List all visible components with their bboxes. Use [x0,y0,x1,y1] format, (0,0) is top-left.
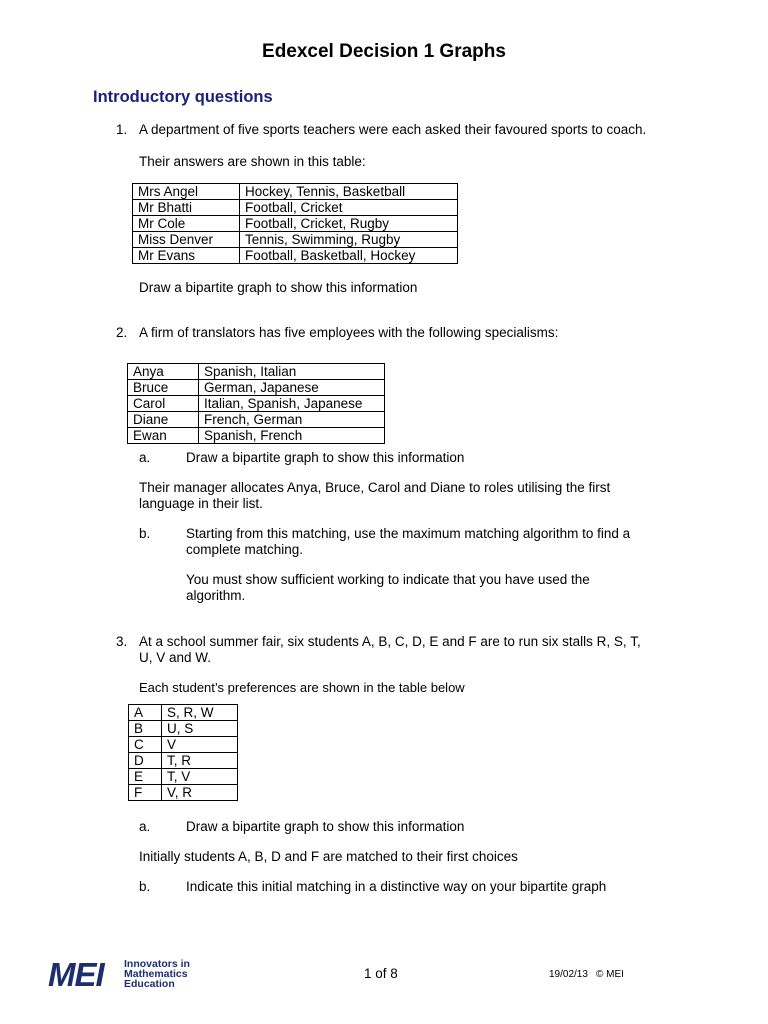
document-title: Edexcel Decision 1 Graphs [262,41,506,62]
logo-line-3: Education [124,978,175,990]
question-2b-label: b. [139,526,151,541]
table-row [128,380,385,396]
question-2a-text: Draw a bipartite graph to show this information [186,450,465,465]
question-2-manager-line-2: language in their list. [139,496,263,511]
table-row [128,396,385,412]
table-cell: Diane [128,412,199,428]
table-cell: Ewan [128,428,199,444]
section-heading: Introductory questions [93,88,273,106]
table-row [129,705,238,721]
table-row [128,364,385,380]
question-2-text: A firm of translators has five employees with the following specialisms: [139,325,559,340]
table-cell: S, R, W [162,705,238,721]
table-row [133,216,458,232]
question-1-intro: Their answers are shown in this table: [139,154,366,169]
table-row [133,232,458,248]
question-3a-text: Draw a bipartite graph to show this information [186,819,465,834]
table-cell: German, Japanese [199,380,385,396]
table-cell: Mr Cole [133,216,240,232]
table-cell: Spanish, French [199,428,385,444]
table-cell: Spanish, Italian [199,364,385,380]
logo-line-2: Mathematics [124,968,188,980]
table-row [129,753,238,769]
preferences-table [128,704,238,801]
question-2b-line-4: algorithm. [186,588,246,603]
mei-logo [48,958,208,992]
table-cell: F [129,785,162,801]
table-cell: V, R [162,785,238,801]
table-cell: Mrs Angel [133,184,240,200]
table-cell: Carol [128,396,199,412]
page-number: 1 of 8 [364,966,398,981]
question-3-initial: Initially students A, B, D and F are matched to their first choices [139,849,518,864]
mei-logo-letters: MEI [48,956,104,993]
table-row [129,785,238,801]
question-2b-line-1: Starting from this matching, use the maximum matching algorithm to find a [186,526,631,541]
table-row [129,737,238,753]
table-row [129,769,238,785]
question-3-line-1: At a school summer fair, six students A, B, C, D, E and F are to run six stalls R, S, T, [139,634,641,649]
table-row [133,184,458,200]
table-cell: French, German [199,412,385,428]
table-cell: T, V [162,769,238,785]
table-cell: Italian, Spanish, Japanese [199,396,385,412]
table-row [133,248,458,264]
table-cell: D [129,753,162,769]
question-1-number: 1. [116,122,128,137]
table-cell: Football, Cricket, Rugby [240,216,458,232]
question-3-number: 3. [116,634,128,649]
table-cell: Anya [128,364,199,380]
table-cell: Mr Bhatti [133,200,240,216]
table-cell: U, S [162,721,238,737]
table-cell: B [129,721,162,737]
question-3a-label: a. [139,819,151,834]
table-row [129,721,238,737]
table-cell: Mr Evans [133,248,240,264]
table-cell: Football, Basketball, Hockey [240,248,458,264]
table-cell: C [129,737,162,753]
teachers-table [132,183,458,264]
question-3-line-2: U, V and W. [139,650,212,665]
question-3b-label: b. [139,879,151,894]
table-cell: T, R [162,753,238,769]
question-3b-text: Indicate this initial matching in a distinctive way on your bipartite graph [186,879,607,894]
footer-date: 19/02/13 [549,969,588,980]
table-row [128,412,385,428]
table-cell: V [162,737,238,753]
table-cell: Bruce [128,380,199,396]
footer-copyright: © MEI [596,969,624,980]
translators-table [127,363,385,444]
logo-line-1: Innovators in [124,958,190,970]
table-cell: Hockey, Tennis, Basketball [240,184,458,200]
question-2-manager-line-1: Their manager allocates Anya, Bruce, Carol and Diane to roles utilising the first [139,480,611,495]
table-cell: E [129,769,162,785]
table-row [128,428,385,444]
question-3-intro: Each student’s preferences are shown in the table below [139,680,465,695]
question-1-text: A department of five sports teachers were each asked their favoured sports to coach. [139,122,647,137]
table-cell: Tennis, Swimming, Rugby [240,232,458,248]
question-2-number: 2. [116,325,128,340]
table-cell: A [129,705,162,721]
question-1-instruction: Draw a bipartite graph to show this information [139,280,418,295]
question-2b-line-2: complete matching. [186,542,304,557]
table-cell: Miss Denver [133,232,240,248]
table-row [133,200,458,216]
table-cell: Football, Cricket [240,200,458,216]
question-2b-line-3: You must show sufficient working to indicate that you have used the [186,572,590,587]
question-2a-label: a. [139,450,151,465]
